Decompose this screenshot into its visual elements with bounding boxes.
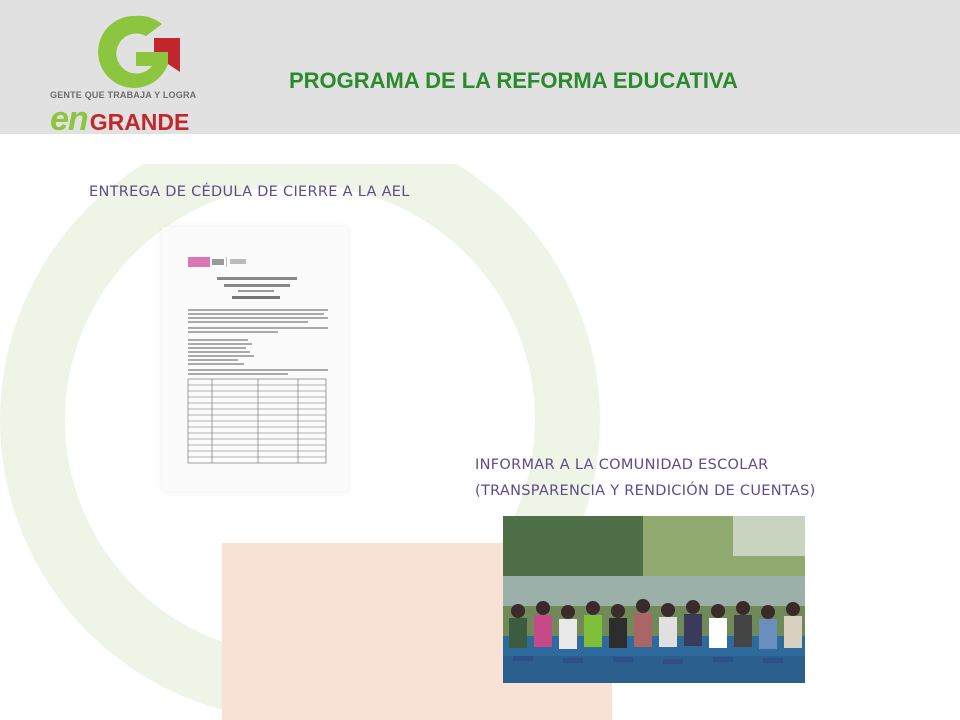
- logo-tagline: GENTE QUE TRABAJA Y LOGRA: [50, 90, 197, 100]
- logo-word-grande: GRANDE: [89, 109, 190, 135]
- audience-photo: [503, 516, 805, 683]
- header-bar: [0, 0, 960, 138]
- caption-entrega: ENTREGA DE CÉDULA DE CIERRE A LA AEL: [89, 184, 410, 200]
- logo-wordmark: [50, 100, 189, 139]
- caption-informar-line2: (TRANSPARENCIA Y RENDICIÓN DE CUENTAS): [475, 483, 816, 499]
- logo: [50, 12, 210, 138]
- document-photo: [162, 227, 348, 491]
- logo-word-en: en: [50, 100, 88, 138]
- audience-sketch: [503, 516, 805, 683]
- document-sketch: [162, 227, 348, 491]
- caption-informar-line1: INFORMAR A LA COMUNIDAD ESCOLAR: [475, 457, 769, 473]
- g-logo-icon: [84, 12, 184, 90]
- page-title: PROGRAMA DE LA REFORMA EDUCATIVA: [289, 68, 738, 93]
